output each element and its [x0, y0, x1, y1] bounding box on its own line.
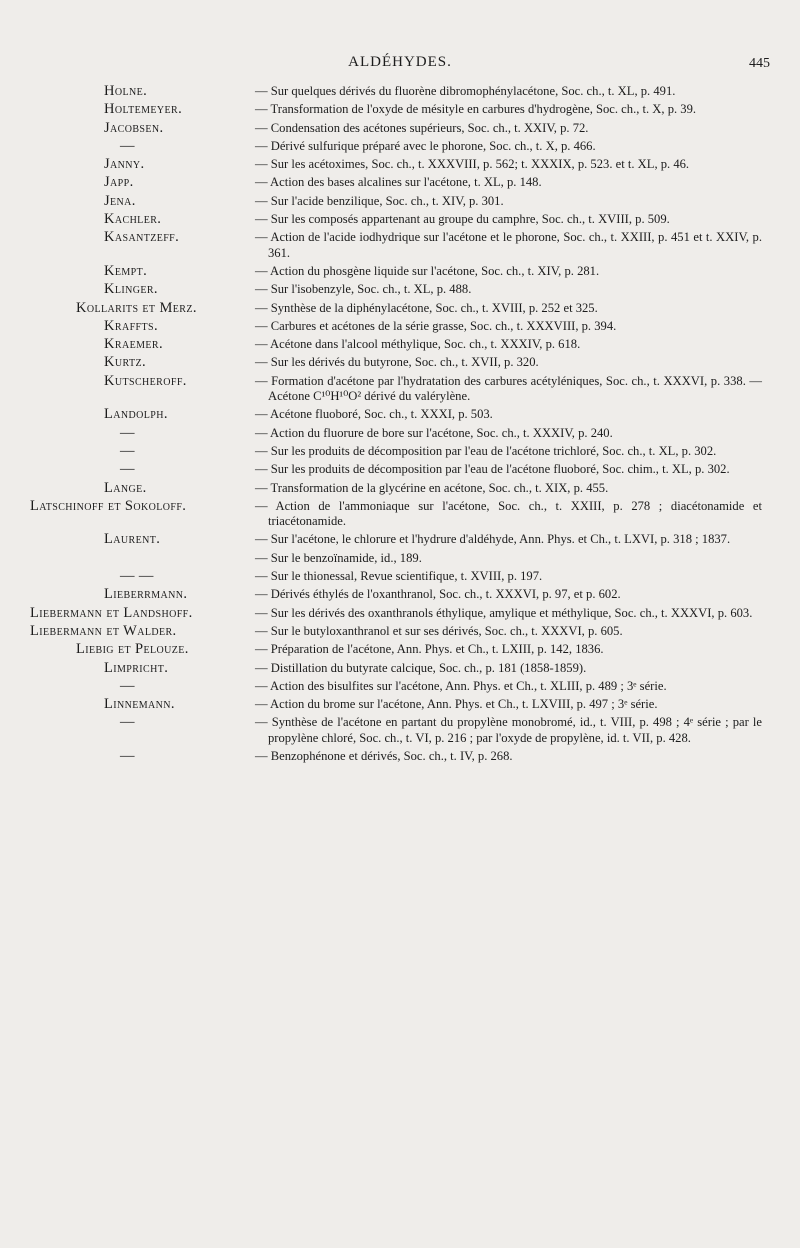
entry-reference: — Sur le benzoïnamide, id., 189.: [255, 550, 422, 565]
bibliography-entry: [0, 301, 800, 316]
entry-reference: — Sur quelques dérivés du fluorène dibromophénylacétone, Soc. ch., t. XL, p. 491.: [255, 84, 676, 98]
entry-author: Linnemann.: [104, 696, 175, 713]
entry-author: Kutscheroff.: [104, 372, 187, 389]
bibliography-entry: [0, 444, 800, 459]
entry-author: Jacobsen.: [104, 119, 164, 136]
page-header: [0, 54, 800, 76]
entry-author: Janny.: [104, 156, 145, 173]
page-number: 445: [749, 56, 770, 71]
entry-author: Holtemeyer.: [104, 101, 183, 118]
bibliography-entry: [0, 481, 800, 496]
entry-author: Lieberrmann.: [104, 586, 188, 603]
entry-author: —: [120, 747, 135, 764]
entry-author: Laurent.: [104, 531, 161, 548]
bibliography-entry: [0, 374, 800, 405]
bibliography-entry: [0, 102, 800, 117]
bibliography-entry: [0, 337, 800, 352]
bibliography-entry: [0, 212, 800, 227]
entry-reference: — Action du fluorure de bore sur l'acétone, Soc. ch., t. XXXIV, p. 240.: [255, 425, 613, 440]
entry-author: Liebermann et Walder.: [30, 622, 177, 639]
entry-author: Jena.: [104, 192, 136, 209]
entry-author: Klinger.: [104, 281, 158, 298]
entry-author: Kollarits et Merz.: [76, 299, 197, 316]
running-title: ALDÉHYDES.: [348, 54, 452, 70]
bibliography-entry: [0, 532, 800, 547]
entry-author: —: [120, 677, 135, 694]
bibliography-entry: [0, 175, 800, 190]
bibliography-entry: [0, 661, 800, 676]
bibliography-entry: [0, 606, 800, 621]
entry-author: — —: [120, 568, 154, 585]
bibliography-entry: [0, 84, 800, 99]
entry-reference: — Sur les dérivés des oxanthranols éthylique, amylique et méthylique, Soc. ch., t. XXXVI, p. 603.: [255, 605, 753, 620]
bibliography-entry: [0, 230, 800, 261]
entry-author: Japp.: [104, 174, 134, 191]
entry-reference: — Sur les composés appartenant au groupe du camphre, Soc. ch., t. XVIII, p. 509.: [255, 212, 670, 227]
entry-author: Kraffts.: [104, 317, 158, 334]
bibliography-entry: [0, 264, 800, 279]
bibliography-entry: [0, 569, 800, 584]
entry-reference: — Sur le butyloxanthranol et sur ses dérivés, Soc. ch., t. XXXVI, p. 605.: [255, 623, 623, 638]
bibliography-entry: [0, 407, 800, 422]
entry-reference: — Synthèse de l'acétone en partant du propylène monobromé, id., t. VIII, p. 498 ; 4ᵉ série ; par le propylène chloré, Soc. ch., t. VI, p. 216 ; par l'oxyde de propylène, id. t. VII, p. 428.: [255, 715, 762, 745]
entry-reference: — Sur les dérivés du butyrone, Soc. ch., t. XVII, p. 320.: [255, 355, 539, 370]
entry-author: Lange.: [104, 479, 147, 496]
entry-author: Kurtz.: [104, 354, 147, 371]
bibliography-entry: [0, 715, 800, 746]
entry-reference: — Acétone fluoboré, Soc. ch., t. XXXI, p. 503.: [255, 407, 493, 422]
bibliography-entry: [0, 121, 800, 136]
bibliography-entry: [0, 355, 800, 370]
entry-reference: — Dérivé sulfurique préparé avec le phorone, Soc. ch., t. X, p. 466.: [255, 138, 596, 153]
bibliography-entry: [0, 679, 800, 694]
entry-author: —: [120, 461, 135, 478]
entry-author: Landolph.: [104, 406, 168, 423]
entry-author: Limpricht.: [104, 659, 169, 676]
bibliography-entry: [0, 624, 800, 639]
entry-author: Liebig et Pelouze.: [76, 641, 189, 658]
entry-author: Kachler.: [104, 211, 162, 228]
entry-reference: — Sur l'acétone, le chlorure et l'hydrure d'aldéhyde, Ann. Phys. et Ch., t. LXVI, p. 318 ; 1837.: [255, 532, 731, 547]
bibliography-entry: [0, 282, 800, 297]
entry-reference: — Sur l'isobenzyle, Soc. ch., t. XL, p. 488.: [255, 282, 472, 297]
entry-author: Kempt.: [104, 262, 148, 279]
entry-reference: — Distillation du butyrate calcique, Soc. ch., p. 181 (1858-1859).: [255, 660, 587, 675]
bibliography-entry: [0, 551, 800, 566]
bibliography-entry: [0, 139, 800, 154]
entry-reference: — Sur le thionessal, Revue scientifique, t. XVIII, p. 197.: [255, 569, 543, 584]
entry-reference: — Condensation des acétones supérieurs, Soc. ch., t. XXIV, p. 72.: [255, 120, 589, 135]
entry-author: Latschinoff et Sokoloff.: [30, 497, 187, 514]
entry-author: —: [120, 442, 135, 459]
bibliography-entry: [0, 319, 800, 334]
bibliography-entry: [0, 194, 800, 209]
bibliography-entry: [0, 157, 800, 172]
bibliography-list: [0, 84, 800, 767]
entry-author: Kraemer.: [104, 336, 163, 353]
entry-reference: — Action du phosgène liquide sur l'acétone, Soc. ch., t. XIV, p. 281.: [255, 263, 600, 278]
entry-reference: — Action du brome sur l'acétone, Ann. Phys. et Ch., t. LXVIII, p. 497 ; 3ᵉ série.: [255, 697, 658, 712]
bibliography-entry: [0, 426, 800, 441]
bibliography-entry: [0, 587, 800, 602]
bibliography-entry: [0, 462, 800, 477]
entry-reference: — Transformation de l'oxyde de mésityle en carbures d'hydrogène, Soc. ch., t. X, p. 39.: [255, 102, 697, 117]
entry-reference: — Synthèse de la diphénylacétone, Soc. ch., t. XVIII, p. 252 et 325.: [255, 300, 598, 315]
entry-reference: — Transformation de la glycérine en acétone, Soc. ch., t. XIX, p. 455.: [255, 480, 609, 495]
entry-author: Kasantzeff.: [104, 229, 180, 246]
entry-author: Liebermann et Landshoff.: [30, 604, 193, 621]
entry-reference: — Action de l'acide iodhydrique sur l'acétone et le phorone, Soc. ch., t. XXIII, p. 451 et t. XXIV, p. 361.: [255, 230, 762, 260]
bibliography-entry: [0, 697, 800, 712]
entry-reference: — Sur les acétoximes, Soc. ch., t. XXXVIII, p. 562; t. XXXIX, p. 523. et t. XL, p. 46.: [255, 157, 690, 172]
entry-reference: — Sur les produits de décomposition par l'eau de l'acétone trichloré, Soc. ch., t. XL, p. 302.: [255, 443, 717, 458]
bibliography-entry: [0, 749, 800, 764]
entry-reference: — Sur les produits de décomposition par l'eau de l'acétone fluoboré, Soc. chim., t. XL, p. 302.: [255, 462, 730, 477]
entry-reference: — Acétone dans l'alcool méthylique, Soc. ch., t. XXXIV, p. 618.: [255, 337, 581, 352]
entry-author: —: [120, 137, 135, 154]
bibliography-entry: [0, 499, 800, 530]
entry-author: Holne.: [104, 83, 148, 99]
entry-reference: — Carbures et acétones de la série grasse, Soc. ch., t. XXXVIII, p. 394.: [255, 318, 617, 333]
entry-reference: — Dérivés éthylés de l'oxanthranol, Soc. ch., t. XXXVI, p. 97, et p. 602.: [255, 587, 621, 602]
entry-author: —: [120, 714, 135, 731]
entry-author: —: [120, 424, 135, 441]
entry-reference: — Benzophénone et dérivés, Soc. ch., t. IV, p. 268.: [255, 748, 513, 763]
entry-reference: — Formation d'acétone par l'hydratation des carbures acétyléniques, Soc. ch., t. XXXVI, p. 338. — Acétone C¹⁰H¹⁰O² dérivé du valérylène.: [255, 373, 762, 404]
entry-reference: — Action des bisulfites sur l'acétone, Ann. Phys. et Ch., t. XLIII, p. 489 ; 3ᵉ série.: [255, 678, 667, 693]
entry-reference: — Préparation de l'acétone, Ann. Phys. et Ch., t. LXIII, p. 142, 1836.: [255, 642, 604, 657]
entry-reference: — Action des bases alcalines sur l'acétone, t. XL, p. 148.: [255, 175, 542, 190]
bibliography-entry: [0, 642, 800, 657]
entry-reference: — Action de l'ammoniaque sur l'acétone, Soc. ch., t. XXIII, p. 278 ; diacétonamide et triacétonamide.: [255, 498, 762, 529]
entry-reference: — Sur l'acide benzilique, Soc. ch., t. XIV, p. 301.: [255, 193, 504, 208]
